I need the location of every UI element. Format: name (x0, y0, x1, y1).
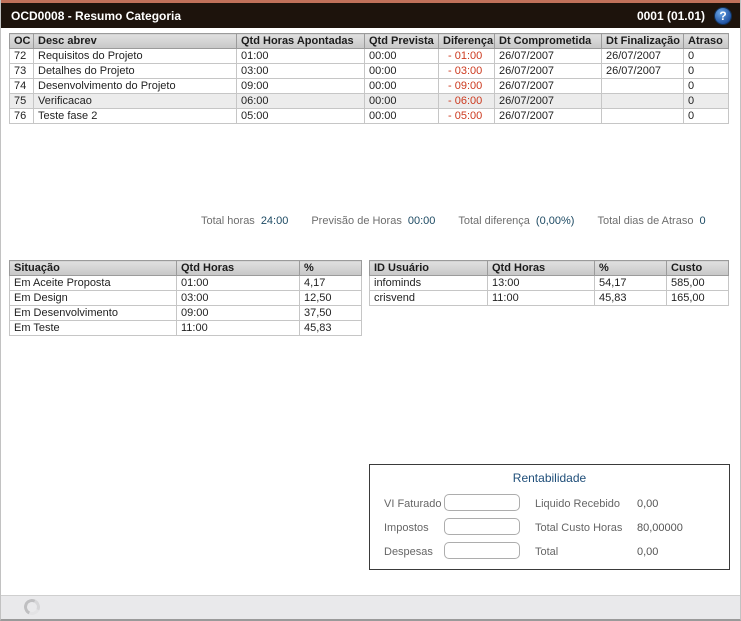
table-row[interactable] (10, 49, 729, 64)
table-row[interactable] (10, 64, 729, 79)
cell: 0 (684, 49, 729, 64)
cell: - 06:00 (439, 94, 495, 109)
total-dias-atraso-label: Total dias de Atraso (597, 215, 694, 227)
table-row[interactable] (10, 109, 729, 124)
usuario-table (369, 260, 729, 306)
total-diferenca (458, 215, 574, 227)
total-diferenca-value: (0,00%) (535, 215, 575, 227)
cell: 0 (684, 64, 729, 79)
cell: 4,17 (300, 276, 362, 291)
cell: 585,00 (667, 276, 729, 291)
rentabilidade-panel (369, 464, 730, 570)
table-row[interactable] (10, 94, 729, 109)
total-horas-label: Total horas (201, 215, 255, 227)
cell: 11:00 (177, 321, 300, 336)
cell: 45,83 (595, 291, 667, 306)
column-header: Dt Comprometida (495, 34, 602, 49)
version-label: 0001 (01.01) (636, 8, 705, 23)
cell: crisvend (370, 291, 488, 306)
despesas-input[interactable] (444, 542, 520, 559)
cell: 74 (10, 79, 34, 94)
cell: 37,50 (300, 306, 362, 321)
cell: 73 (10, 64, 34, 79)
cell: infominds (370, 276, 488, 291)
impostos-input[interactable] (444, 518, 520, 535)
cell: 26/07/2007 (495, 109, 602, 124)
cell: 26/07/2007 (495, 64, 602, 79)
total-value: 0,00 (637, 546, 659, 558)
cell: 09:00 (177, 306, 300, 321)
liquido-recebido-value: 0,00 (637, 498, 659, 510)
cell: 09:00 (237, 79, 365, 94)
cell: 00:00 (365, 94, 439, 109)
table-row[interactable] (10, 79, 729, 94)
column-header: OC (10, 34, 34, 49)
cell: Desenvolvimento do Projeto (34, 79, 237, 94)
category-summary-table (9, 33, 729, 124)
column-header: Dt Finalização (602, 34, 684, 49)
total-horas-value: 24:00 (260, 215, 289, 227)
cell: 00:00 (365, 109, 439, 124)
cell: 13:00 (488, 276, 595, 291)
cell: 72 (10, 49, 34, 64)
table-row[interactable] (10, 306, 362, 321)
column-header: % (595, 261, 667, 276)
status-bar (1, 595, 740, 619)
column-header: % (300, 261, 362, 276)
column-header: Desc abrev (34, 34, 237, 49)
previsao-horas-value: 00:00 (407, 215, 436, 227)
cell: 0 (684, 94, 729, 109)
total-label: Total (535, 546, 559, 558)
help-icon[interactable]: ? (714, 7, 732, 25)
impostos-label: Impostos (384, 522, 429, 534)
despesas-label: Despesas (384, 546, 433, 558)
cell: 75 (10, 94, 34, 109)
rentabilidade-title: Rentabilidade (512, 471, 587, 485)
rent-row-impostos (370, 520, 729, 538)
vi-faturado-input[interactable] (444, 494, 520, 511)
cell: - 03:00 (439, 64, 495, 79)
crescent-icon (22, 597, 43, 618)
column-header: Qtd Horas Apontadas (237, 34, 365, 49)
cell: 26/07/2007 (495, 49, 602, 64)
cell (602, 94, 684, 109)
cell: 01:00 (237, 49, 365, 64)
cell: 26/07/2007 (495, 94, 602, 109)
cell: Teste fase 2 (34, 109, 237, 124)
cell: 0 (684, 79, 729, 94)
cell: 05:00 (237, 109, 365, 124)
cell: Em Teste (10, 321, 177, 336)
total-dias-atraso (597, 215, 705, 227)
column-header: ID Usuário (370, 261, 488, 276)
rent-row-vi-faturado (370, 496, 729, 514)
cell: - 01:00 (439, 49, 495, 64)
header-row (10, 34, 729, 49)
cell: 12,50 (300, 291, 362, 306)
cell: 26/07/2007 (495, 79, 602, 94)
header-row (10, 261, 362, 276)
total-horas (201, 215, 288, 227)
vi-faturado-label: VI Faturado (384, 498, 442, 510)
total-dias-atraso-value: 0 (699, 215, 706, 227)
liquido-recebido-label: Liquido Recebido (535, 498, 621, 510)
cell: - 09:00 (439, 79, 495, 94)
title-bar (1, 0, 740, 28)
column-header: Diferença (439, 34, 495, 49)
cell: 45,83 (300, 321, 362, 336)
column-header: Situação (10, 261, 177, 276)
cell: 0 (684, 109, 729, 124)
column-header: Custo (667, 261, 729, 276)
cell: Em Aceite Proposta (10, 276, 177, 291)
total-diferenca-label: Total diferença (458, 215, 530, 227)
cell: 11:00 (488, 291, 595, 306)
total-custo-horas-value: 80,00000 (637, 522, 683, 534)
cell: Em Desenvolvimento (10, 306, 177, 321)
cell: 00:00 (365, 64, 439, 79)
table-row[interactable] (370, 276, 729, 291)
total-custo-horas-label: Total Custo Horas (535, 522, 623, 534)
cell: Verificacao (34, 94, 237, 109)
cell: 26/07/2007 (602, 64, 684, 79)
cell: 26/07/2007 (602, 49, 684, 64)
table-row[interactable] (10, 321, 362, 336)
column-header: Qtd Horas (488, 261, 595, 276)
cell: 06:00 (237, 94, 365, 109)
previsao-horas (311, 215, 435, 227)
cell: 00:00 (365, 49, 439, 64)
cell (602, 79, 684, 94)
cell: Em Design (10, 291, 177, 306)
table-row[interactable] (10, 291, 362, 306)
rent-row-despesas (370, 544, 729, 562)
totals-summary (201, 215, 706, 227)
column-header: Qtd Prevista (365, 34, 439, 49)
cell: 76 (10, 109, 34, 124)
previsao-horas-label: Previsão de Horas (311, 215, 402, 227)
situacao-table (9, 260, 362, 336)
table-row[interactable] (370, 291, 729, 306)
cell: 165,00 (667, 291, 729, 306)
column-header: Qtd Horas (177, 261, 300, 276)
cell: 01:00 (177, 276, 300, 291)
column-header: Atraso (684, 34, 729, 49)
cell: Requisitos do Projeto (34, 49, 237, 64)
page-title: OCD0008 - Resumo Categoria (11, 8, 182, 23)
header-row (370, 261, 729, 276)
cell: 03:00 (177, 291, 300, 306)
cell: Detalhes do Projeto (34, 64, 237, 79)
table-row[interactable] (10, 276, 362, 291)
cell: 00:00 (365, 79, 439, 94)
cell: - 05:00 (439, 109, 495, 124)
cell: 03:00 (237, 64, 365, 79)
cell (602, 109, 684, 124)
cell: 54,17 (595, 276, 667, 291)
